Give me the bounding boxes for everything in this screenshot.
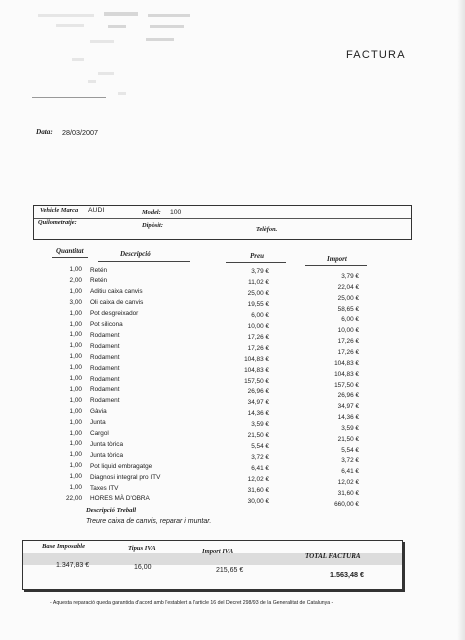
item-amount: 6,41 € [341,468,359,476]
warranty-footer: - Aquesta reparació queda garantida d'acord amb l'establert a l'article 16 del Decret 298/93 de la Generalitat de Catalunya - [50,600,334,606]
item-price: 26,96 € [247,388,269,396]
item-amount: 660,00 € [334,500,359,508]
item-description: Junta [90,419,106,427]
item-amount: 34,97 € [337,403,359,411]
item-amount: 6,00 € [341,316,359,324]
item-description: Gàvia [90,408,107,416]
item-price: 104,83 € [244,355,269,363]
item-price: 5,54 € [251,443,269,451]
item-amount: 3,72 € [341,457,359,465]
item-description: Rodament [90,375,120,383]
item-price: 17,26 € [247,344,269,352]
item-amount: 157,50 € [334,381,359,389]
item-amount: 3,59 € [341,424,359,432]
item-price: 17,26 € [247,333,269,341]
item-description: Junta tòrica [90,451,124,459]
item-amount: 3,79 € [341,273,359,280]
iva-amount-label: Import IVA [202,548,234,555]
item-price: 11,02 € [248,278,269,286]
item-description: Taxes ITV [90,484,119,492]
item-qty: 1,00 [69,473,82,481]
item-price: 19,55 € [247,300,269,308]
item-qty: 1,00 [69,396,82,404]
item-qty: 1,00 [69,484,82,491]
item-qty: 3,00 [69,298,82,306]
item-qty: 1,00 [69,451,82,459]
item-description: HORES MÀ D'OBRA [90,495,150,503]
item-amount: 104,83 € [334,370,359,378]
item-amount: 26,96 € [337,392,359,400]
item-description: Rodament [90,353,120,361]
col-header-desc: Descripció [120,250,151,258]
item-description: Rodament [90,342,120,350]
item-qty: 2,00 [69,276,82,284]
date-value: 28/03/2007 [62,128,98,137]
item-qty: 1,00 [69,385,82,393]
phone-label: Telèfon. [256,226,278,233]
total-label: TOTAL FACTURA [305,552,361,560]
item-amount: 14,36 € [337,414,359,422]
item-amount: 5,54 € [341,446,359,454]
item-price: 157,50 € [244,377,269,385]
item-description: Pot liquid embragatge [90,462,153,470]
item-price: 25,00 € [247,289,269,297]
item-qty: 1,00 [69,429,82,437]
item-price: 34,97 € [247,399,269,407]
item-description: Oli caixa de canvis [90,299,144,307]
vehicle-brand-label: Vehicle Marca [40,207,79,214]
work-description-label: Descripció Treball [86,507,137,514]
item-description: Diagnosi integral pro ITV [90,473,161,481]
work-description-text: Treure caixa de canvis, reparar i muntar. [86,518,212,525]
mileage-label: Quilometratje: [38,219,77,226]
base-value: 1.347,83 € [56,562,90,569]
item-price: 30,00 € [247,497,269,505]
item-amount: 25,00 € [337,294,359,302]
vehicle-model-label: Model: [142,209,161,216]
item-qty: 1,00 [69,440,82,448]
item-description: Rodament [90,331,120,339]
item-price: 14,36 € [247,410,269,418]
item-price: 6,41 € [251,465,269,473]
page-edge-shadow [457,0,465,640]
item-amount: 104,83 € [334,359,359,367]
item-qty: 1,00 [69,353,82,361]
item-qty: 1,00 [69,320,82,328]
item-qty: 1,00 [69,418,82,426]
item-description: Rodament [90,364,120,372]
item-qty: 1,00 [69,287,82,295]
item-price: 3,79 € [251,268,269,275]
item-qty: 1,00 [69,309,82,317]
col-header-price: Preu [250,252,264,260]
item-description: Cargol [90,430,109,437]
item-description: Rodament [90,386,120,394]
item-amount: 12,02 € [337,479,359,487]
item-qty: 1,00 [69,462,82,470]
item-description: Retén [90,277,108,285]
date-label: Data: [36,128,53,136]
iva-type-label: Tipus IVA [128,545,156,552]
item-price: 31,60 € [247,487,269,494]
item-amount: 10,00 € [337,327,359,335]
item-description: Pot silicona [90,321,123,328]
item-amount: 22,04 € [337,283,359,291]
iva-type-value: 16,00 [134,564,152,571]
item-price: 6,00 € [251,311,269,319]
item-price: 3,59 € [251,421,269,429]
item-amount: 58,65 € [337,305,359,313]
base-label: Base Imposable [42,543,86,550]
deposit-label: Dipòsit: [142,222,163,229]
item-price: 10,00 € [247,322,269,330]
item-qty: 1,00 [69,342,82,350]
item-price: 3,72 € [251,454,269,462]
item-qty: 1,00 [69,331,82,339]
vehicle-model-value: 100 [170,209,182,216]
col-header-qty: Quantitat [56,247,84,255]
iva-amount-value: 215,65 € [216,567,244,574]
item-qty: 1,00 [69,407,82,415]
item-qty: 22,00 [66,494,82,502]
item-amount: 17,26 € [337,348,359,356]
item-amount: 17,26 € [337,338,359,346]
item-qty: 1,00 [69,364,82,372]
item-description: Junta tòrica [90,440,124,448]
col-header-amount: Import [327,255,347,263]
item-description: Retén [90,266,108,274]
total-value: 1.563,48 € [330,570,364,579]
item-qty: 1,00 [69,266,82,273]
document-title: FACTURA [346,49,406,61]
item-description: Rodament [90,397,120,405]
item-amount: 21,50 € [337,435,359,443]
item-description: Aditiu caixa canvis [90,288,143,296]
item-price: 12,02 € [247,476,269,484]
item-qty: 1,00 [69,375,82,382]
vehicle-brand-value: AUDI [88,207,105,214]
item-amount: 31,60 € [337,490,359,497]
item-price: 104,83 € [244,366,269,374]
item-description: Pot desgreixador [90,310,139,318]
item-price: 21,50 € [247,432,269,440]
